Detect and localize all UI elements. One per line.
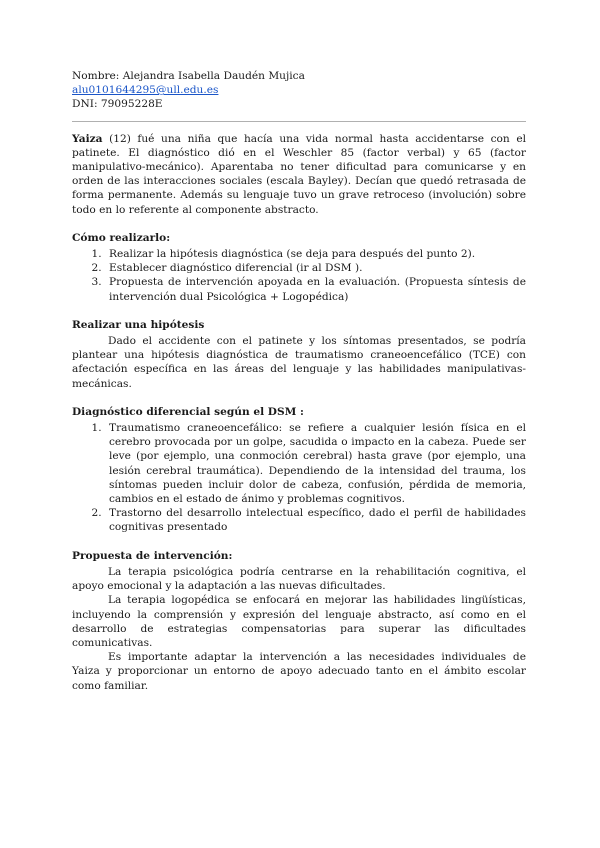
- hipotesis-title: Realizar una hipótesis: [72, 318, 205, 331]
- intro-paragraph: [72, 132, 526, 217]
- propuesta-paragraph-1: La terapia psicológica podría centrarse en la rehabilitación cognitiva, el apoyo emocional y la adaptación a las nuevas dificultades.: [72, 565, 526, 593]
- email-link[interactable]: alu0101644295@ull.edu.es: [72, 84, 219, 97]
- como-title: Cómo realizarlo:: [72, 231, 171, 244]
- propuesta-paragraph-3: Es importante adaptar la intervención a las necesidades individuales de Yaiza y proporcionar un entorno de apoyo adecuado tanto en el ámbito escolar como familiar.: [72, 651, 526, 692]
- list-item: 1. Realizar la hipótesis diagnóstica (se deja para después del punto 2).: [105, 247, 526, 261]
- list-item: 3. Propuesta de intervención apoyada en la evaluación. (Propuesta síntesis de intervención dual Psicológica + Logopédica): [105, 275, 526, 303]
- dsm-list: [72, 421, 526, 535]
- como-list: [72, 247, 526, 304]
- hipotesis-paragraph: Dado el accidente con el patinete y los síntomas presentados, se podría plantear una hipótesis diagnóstica de traumatismo craneoencefálico (TCE) con afectación específica en las áreas del lenguaje y las habilidades manipulativas-mecánicas.: [72, 335, 526, 390]
- horizontal-divider: [72, 121, 526, 122]
- name-line: Nombre: Alejandra Isabella Daudén Mujica: [72, 70, 305, 82]
- propuesta-title: Propuesta de intervención:: [72, 549, 233, 562]
- propuesta-paragraph-2: La terapia logopédica se enfocará en mejorar las habilidades lingüísticas, incluyendo la comprensión y expresión del lenguaje abstracto, así como en el desarrollo de estrategias compensatorias para superar las dificultades comunicativas.: [72, 594, 526, 649]
- list-item: 2. Trastorno del desarrollo intelectual específico, dado el perfil de habilidades cognitivas presentado: [105, 506, 526, 534]
- list-item: 1. Traumatismo craneoencefálico: se refiere a cualquier lesión física en el cerebro provocada por un golpe, sacudida o impacto en la cabeza. Puede ser leve (por ejemplo, una conmoción cerebral) hasta grave (por ejemplo, una lesión cerebral traumática). Dependiendo de la intensidad del trauma, los síntomas pueden incluir dolor de cabeza, confusión, pérdida de memoria, cambios en el estado de ánimo y problemas cognitivos.: [105, 421, 526, 506]
- document-page: [72, 69, 526, 693]
- intro-text: (12) fué una niña que hacía una vida normal hasta accidentarse con el patinete. El diagnóstico dió en el Weschler 85 (factor verbal) y 65 (factor manipulativo-mecánico). Aparentaba no tener dificultad para comunicarse y en orden de las interacciones sociales (escala Bayley). Decían que quedó retrasada de forma permanente. Además su lenguaje tuvo un grave retroceso (involución) sobre todo en lo referente al componente abstracto.: [72, 132, 526, 216]
- patient-name: Yaiza: [72, 132, 103, 145]
- dni-line: DNI: 79095228E: [72, 98, 163, 111]
- dsm-title: Diagnóstico diferencial según el DSM :: [72, 405, 304, 418]
- list-item: 2. Establecer diagnóstico diferencial (ir al DSM ).: [105, 261, 526, 275]
